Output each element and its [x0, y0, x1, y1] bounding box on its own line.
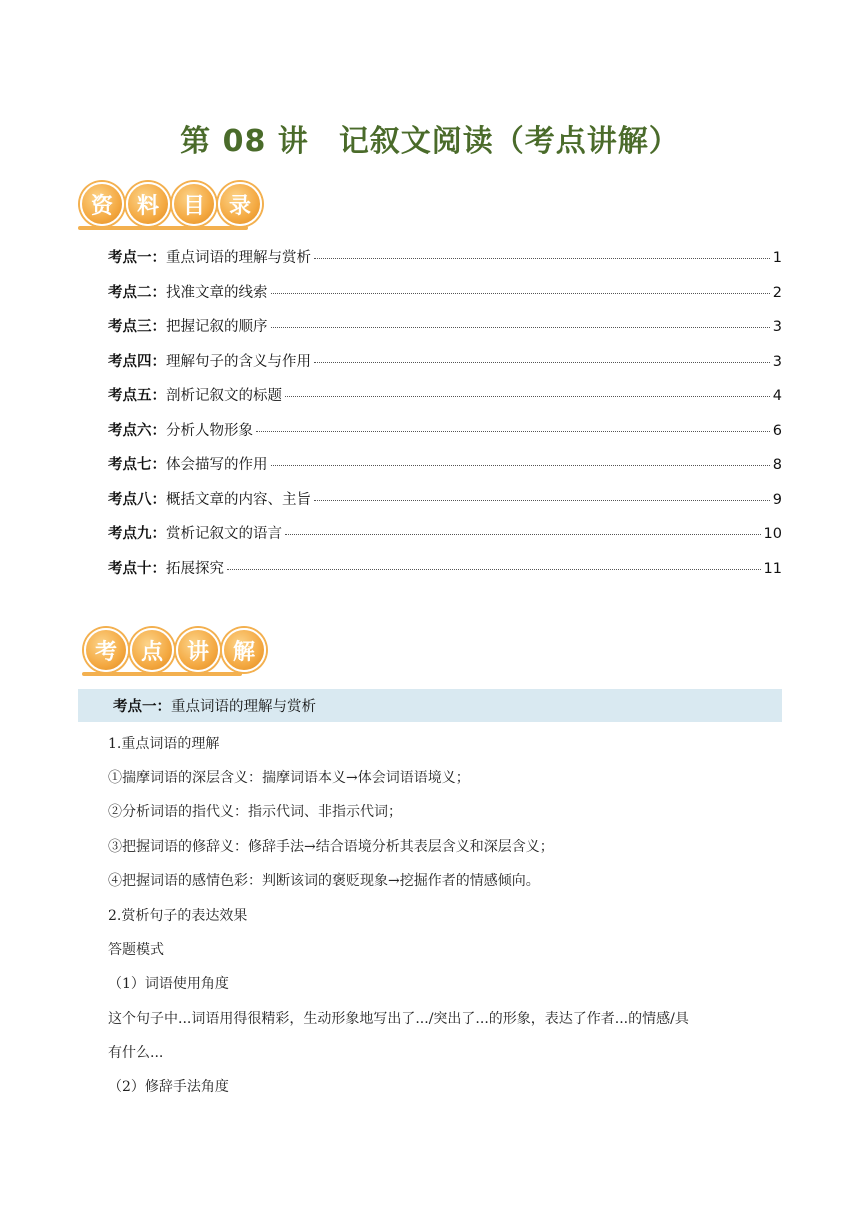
toc-entry-page: 3: [772, 353, 782, 370]
toc-leader-dots: [271, 293, 770, 294]
section-heading-label: 考点一：: [113, 699, 171, 715]
body-line: （1）词语使用角度: [108, 976, 229, 992]
toc-entry-text: 分析人物形象: [166, 422, 253, 439]
lecture-number: 第 08 讲: [180, 124, 309, 159]
toc-badge-char: 目: [172, 182, 216, 226]
toc-entry-label: 考点二：: [108, 284, 166, 301]
subheading: 2.赏析句子的表达效果: [108, 908, 248, 924]
toc-entry-label: 考点八：: [108, 491, 166, 508]
toc-entry-text: 找准文章的线索: [166, 284, 268, 301]
toc-entry-text: 拓展探究: [166, 560, 224, 577]
toc-entry[interactable]: [108, 384, 782, 419]
toc-entry-label: 考点一：: [108, 250, 166, 266]
toc-entry-text: 重点词语的理解与赏析: [166, 250, 311, 266]
toc-entry[interactable]: [108, 315, 782, 350]
toc-entry[interactable]: [108, 281, 782, 316]
toc-badge-char: 资: [80, 182, 124, 226]
page-title: [0, 116, 860, 160]
lecture-badge-char: 点: [130, 628, 174, 672]
body-line: ③把握词语的修辞义：修辞手法→结合语境分析其表层含义和深层含义；: [108, 839, 554, 855]
section-heading-text: 重点词语的理解与赏析: [171, 699, 316, 715]
toc-entry-page: 6: [772, 422, 782, 439]
toc-entry-label: 考点十：: [108, 560, 166, 577]
lecture-badge-underline: [82, 672, 242, 676]
toc-badge-char: 料: [126, 182, 170, 226]
toc-entry-label: 考点七：: [108, 457, 166, 473]
toc-entry[interactable]: [108, 246, 782, 281]
lecture-name: 记叙文阅读（考点讲解）: [338, 124, 680, 159]
toc-entry-label: 考点四：: [108, 353, 166, 370]
toc-entry-page: 9: [772, 491, 782, 508]
body-paragraph-continued: 有什么...: [108, 1045, 164, 1061]
toc-badge-char: 录: [218, 182, 262, 226]
toc-leader-dots: [314, 362, 770, 363]
lecture-badge: [84, 628, 268, 672]
toc-entry-label: 考点六：: [108, 422, 166, 439]
toc-entry-page: 4: [772, 388, 782, 404]
table-of-contents: [108, 246, 782, 591]
body-paragraph: 这个句子中...词语用得很精彩，生动形象地写出了.../突出了...的形象，表达了作者...的情感/具: [108, 1011, 689, 1027]
toc-leader-dots: [285, 534, 761, 535]
body-line: 答题模式: [108, 942, 164, 958]
toc-leader-dots: [227, 569, 761, 570]
lecture-badge-char: 解: [222, 628, 266, 672]
toc-leader-dots: [271, 327, 770, 328]
toc-entry[interactable]: [108, 557, 782, 592]
toc-entry-page: 11: [763, 560, 782, 577]
toc-entry[interactable]: [108, 419, 782, 454]
body-line: ④把握词语的感情色彩：判断该词的褒贬现象→挖掘作者的情感倾向。: [108, 873, 540, 889]
section-heading: [78, 689, 782, 722]
toc-entry-text: 把握记叙的顺序: [166, 319, 268, 335]
toc-entry-page: 2: [772, 284, 782, 301]
toc-entry-label: 考点九：: [108, 526, 166, 542]
toc-badge-underline: [78, 226, 248, 230]
toc-entry-page: 8: [772, 457, 782, 473]
toc-entry-text: 理解句子的含义与作用: [166, 353, 311, 370]
lecture-badge-char: 考: [84, 628, 128, 672]
body-line: ②分析词语的指代义：指示代词、非指示代词；: [108, 804, 402, 820]
toc-entry-text: 体会描写的作用: [166, 457, 268, 473]
toc-entry-text: 概括文章的内容、主旨: [166, 491, 311, 508]
toc-leader-dots: [256, 431, 770, 432]
toc-entry-page: 1: [772, 250, 782, 266]
toc-entry-text: 剖析记叙文的标题: [166, 388, 282, 404]
toc-entry[interactable]: [108, 522, 782, 557]
toc-entry[interactable]: [108, 488, 782, 523]
toc-entry-label: 考点五：: [108, 388, 166, 404]
toc-entry[interactable]: [108, 453, 782, 488]
toc-leader-dots: [314, 258, 770, 259]
lecture-badge-char: 讲: [176, 628, 220, 672]
toc-entry-page: 3: [772, 319, 782, 335]
subheading: 1.重点词语的理解: [108, 736, 220, 752]
body-line: ①揣摩词语的深层含义：揣摩词语本义→体会词语语境义；: [108, 770, 470, 786]
toc-leader-dots: [314, 500, 770, 501]
body-line: （2）修辞手法角度: [108, 1079, 229, 1095]
toc-badge: [80, 182, 264, 226]
toc-entry-text: 赏析记叙文的语言: [166, 526, 282, 542]
toc-entry-label: 考点三：: [108, 319, 166, 335]
toc-leader-dots: [271, 465, 770, 466]
toc-entry-page: 10: [763, 526, 782, 542]
toc-leader-dots: [285, 396, 770, 397]
toc-entry[interactable]: [108, 350, 782, 385]
